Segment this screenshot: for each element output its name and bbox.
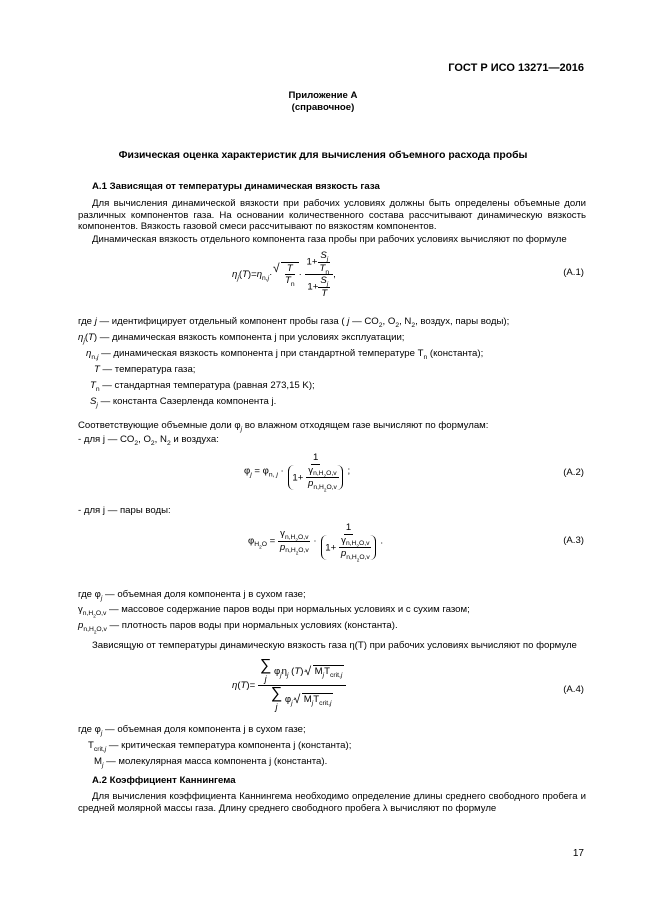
equation-number-a1: (А.1) bbox=[563, 267, 584, 278]
definition-t: T — температура газа; bbox=[94, 364, 196, 375]
definition-eta-n: $\eta_{n,j}$ — динамическая вязкость компонента j при стандартной температуре $T_n$ (константа); bbox=[86, 348, 484, 361]
equation-number-a4: (А.4) bbox=[563, 684, 584, 695]
equation-number-a2: (А.2) bbox=[563, 467, 584, 478]
formula-a2: $\varphi_j = \varphi_{n, j}$ · 1 1+ $\frac{\gamma_{n,H_2O,v}}{p_{n,H_2O,v}}$ ; bbox=[244, 452, 351, 492]
section-a1-paragraph-2: Динамическая вязкость отдельного компонента газа пробы при рабочих условиях вычисляют по формуле bbox=[92, 234, 567, 245]
section-a1-title: А.1 Зависящая от температуры динамическая вязкость газа bbox=[92, 181, 380, 192]
definition-tn: $T_n$ — стандартная температура (равная 273,15 K); bbox=[90, 380, 315, 393]
definition-tcrit: $T_{crit,j}$ — критическая температура компонента j (константа); bbox=[88, 740, 352, 753]
definition-phi-j: где $\varphi_j$ — объемная доля компонента j в сухом газе; bbox=[78, 589, 306, 602]
definition-phi-j-2: где $\varphi_j$ — объемная доля компонента j в сухом газе; bbox=[78, 724, 306, 737]
section-a2-paragraph-1: Для вычисления коэффициента Каннингема необходимо определение длины среднего свободного пробега и средней молярной массы газа. Длину среднего свободного пробега λ вычисляют по формуле bbox=[78, 791, 586, 814]
section-a1-paragraph-1: Для вычисления динамической вязкости при рабочих условиях должны быть определены объемные доли различных компонентов газа. На основании количественного состава рассчитывают динамическую вязкость компонентов. Вязкость газовой смеси рассчитывают по вязкостям компонентов. bbox=[78, 198, 586, 232]
annex-title: Приложение А bbox=[288, 90, 358, 101]
definition-rho: $p_{n,H_2O,v}$ — плотность паров воды при нормальных условиях (константа). bbox=[78, 620, 398, 635]
section-a1-paragraph-4: Зависящую от температуры динамическую вязкость газа η(T) при рабочих условиях вычисляют по формуле bbox=[92, 640, 577, 651]
definition-sj: $S_j$ — константа Сазерленда компонента j. bbox=[90, 396, 277, 409]
list-item-water: - для j — пары воды: bbox=[78, 505, 171, 516]
annex-subtitle: (справочное) bbox=[291, 102, 355, 113]
standard-number: ГОСТ Р ИСО 13271—2016 bbox=[448, 62, 584, 74]
list-item-dry: - для j — $CO_2$, $O_2$, $N_2$ и воздуха: bbox=[78, 434, 219, 447]
page-number: 17 bbox=[572, 848, 584, 859]
equation-number-a3: (А.3) bbox=[563, 535, 584, 546]
definition-mj: $M_j$ — молекулярная масса компонента j (константа). bbox=[94, 756, 328, 769]
definition-j: где j — идентифицирует отдельный компонент пробы газа ( j — $CO_2$, $O_2$, $N_2$, воздух, пары воды); bbox=[78, 316, 510, 329]
main-title: Физическая оценка характеристик для вычисления объемного расхода пробы bbox=[118, 150, 528, 161]
section-a1-paragraph-3: Соответствующие объемные доли $\varphi_j$ во влажном отходящем газе вычисляют по формулам: bbox=[78, 420, 489, 433]
definition-gamma: $\gamma_{n,H_2O,v}$ — массовое содержание паров воды при нормальных условиях и с сухим газом; bbox=[78, 604, 470, 619]
formula-a1: $\eta_j(T)=\eta_{n,j}\cdot$ √ $\frac{T}{T_n}$ · 1+ $\frac{S_j}{T_n}$ 1+ $\frac{S_j}{T}$ , bbox=[232, 250, 336, 299]
section-a2-title: А.2 Коэффициент Каннингема bbox=[92, 775, 236, 786]
formula-a4: η(T)= ∑ j $\varphi_j\eta_j$ (T)·√ $M_jT_{crit,j}$ ∑ j $\varphi_j\cdot√$ $M_jT_{crit,j}$ bbox=[232, 658, 346, 713]
definition-eta-j: $\eta_j(T)$ — динамическая вязкость компонента j при условиях эксплуатации; bbox=[78, 332, 405, 345]
formula-a3: $\varphi_{H_2O}$ = $\frac{\gamma_{n,H_2O,v}}{p_{n,H_2O,v}}$ · 1 1+ $\frac{\gamma_{n,H_2O,v}}{p_{n,H_2O,v}}$ . bbox=[248, 522, 384, 562]
